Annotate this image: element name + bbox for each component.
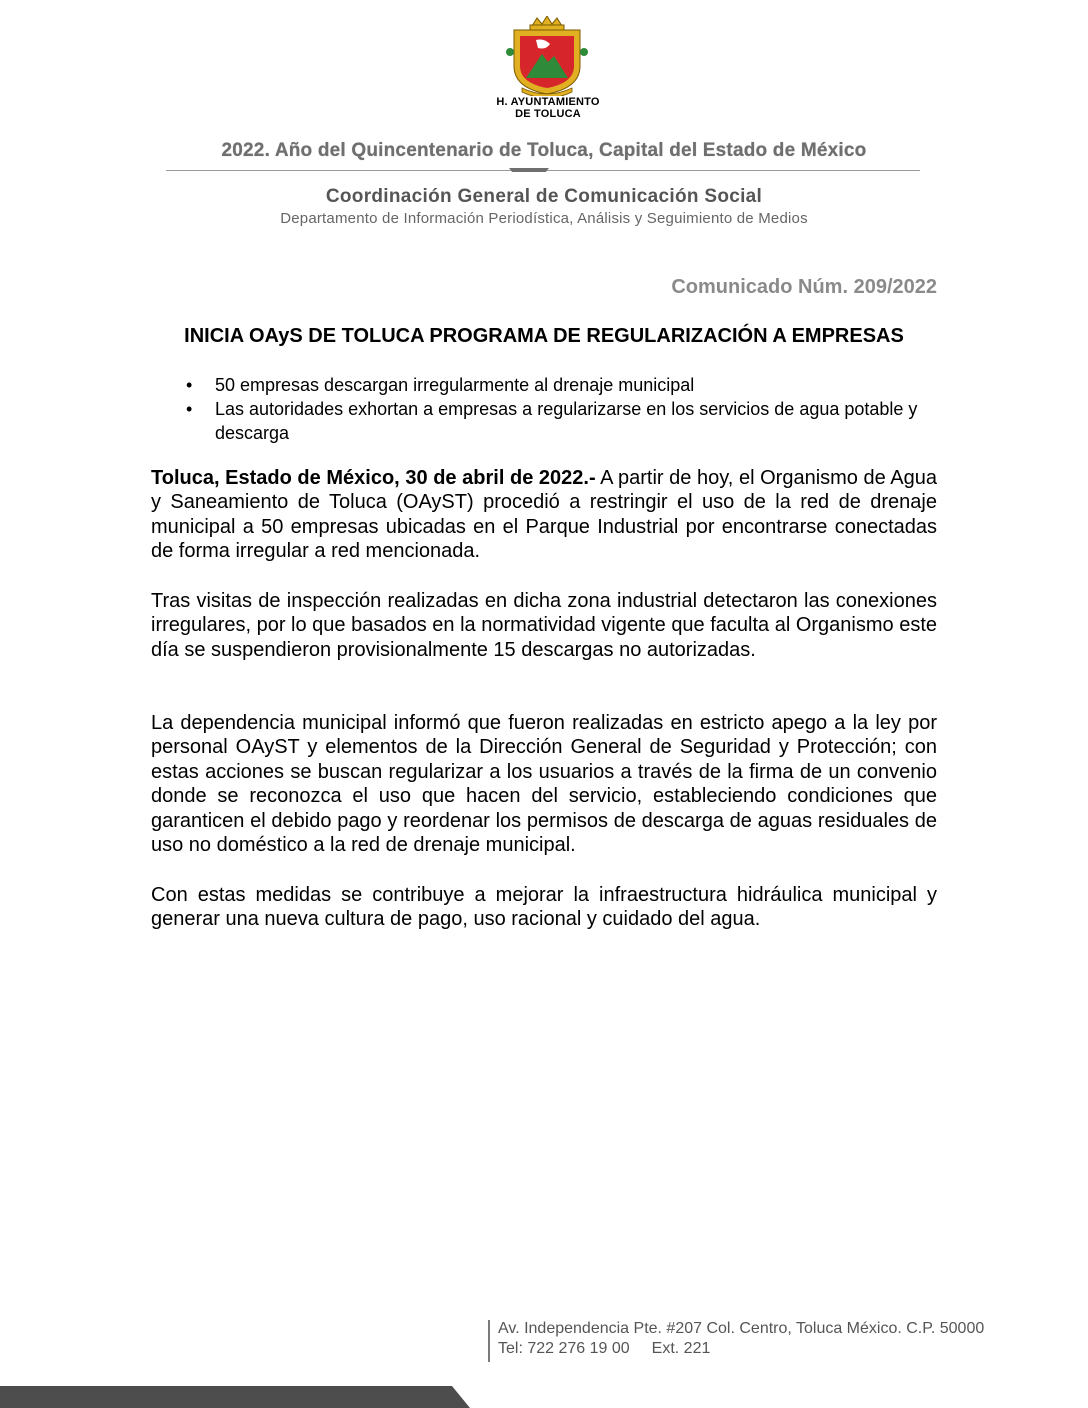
bullet-icon: • (186, 399, 193, 419)
dateline: Toluca, Estado de México, 30 de abril de 2022.- (151, 467, 596, 489)
logo-caption-line1: H. AYUNTAMIENTO (496, 96, 600, 108)
logo-caption-line2: DE TOLUCA (515, 108, 581, 120)
body-paragraph-1 (151, 466, 937, 564)
list-item (186, 373, 926, 397)
footer-phone: Tel: 722 276 19 00 (498, 1340, 630, 1357)
highlight-text: Las autoridades exhortan a empresas a regularizarse en los servicios de agua potable y descarga (215, 399, 918, 443)
body-paragraph-3: La dependencia municipal informó que fueron realizadas en estricto apego a la ley por personal OAyST y elementos de la Dirección General de Seguridad y Protección; con estas acciones se buscan regularizar a los usuarios a través de la firma de un convenio donde se reconozca el uso que hacen del servicio, estableciendo condiciones que garanticen el debido pago y reordenar los permisos de descarga de aguas residuales de uso no doméstico a la red de drenaje municipal. (151, 712, 937, 857)
footer-address: Av. Independencia Pte. #207 Col. Centro, Toluca México. C.P. 50000 (498, 1320, 985, 1337)
footer-contact (498, 1340, 1058, 1358)
highlight-text: 50 empresas descargan irregularmente al drenaje municipal (215, 375, 695, 395)
year-motto: 2022. Año del Quincentenario de Toluca, Capital del Estado de México (221, 140, 867, 161)
paragraph-1-text: A partir de hoy, el Organismo de Agua y Saneamiento de Toluca (OAyST) procedió a restringir el uso de la red de drenaje municipal a 50 empresas ubicadas en el Parque Industrial por encontrarse conectadas de forma irregular a red mencionada. (151, 467, 937, 563)
header-divider-accent (509, 168, 549, 172)
list-item (186, 397, 926, 445)
department-subtitle: Departamento de Información Periodística, Análisis y Seguimiento de Medios (280, 210, 808, 227)
shield-icon (492, 16, 602, 96)
bullet-icon: • (186, 375, 193, 395)
coordination-title: Coordinación General de Comunicación Social (325, 186, 763, 207)
body-paragraph-4: Con estas medidas se contribuye a mejorar la infraestructura hidráulica municipal y generar una nueva cultura de pago, uso racional y cuidado del agua. (151, 884, 937, 931)
footer-bar (0, 1386, 470, 1408)
footer-extension: Ext. 221 (651, 1340, 711, 1357)
footer-divider (488, 1320, 490, 1362)
release-number: Comunicado Núm. 209/2022 (671, 276, 937, 298)
highlights-list (186, 373, 926, 445)
body-paragraph-2: Tras visitas de inspección realizadas en dicha zona industrial detectaron las conexiones irregulares, por lo que basados en la normatividad vigente que faculta al Organismo este día se suspendieron provisionalmente 15 descargas no autorizadas. (151, 590, 938, 661)
page-title: INICIA OAyS DE TOLUCA PROGRAMA DE REGULARIZACIÓN A EMPRESAS (184, 325, 904, 347)
